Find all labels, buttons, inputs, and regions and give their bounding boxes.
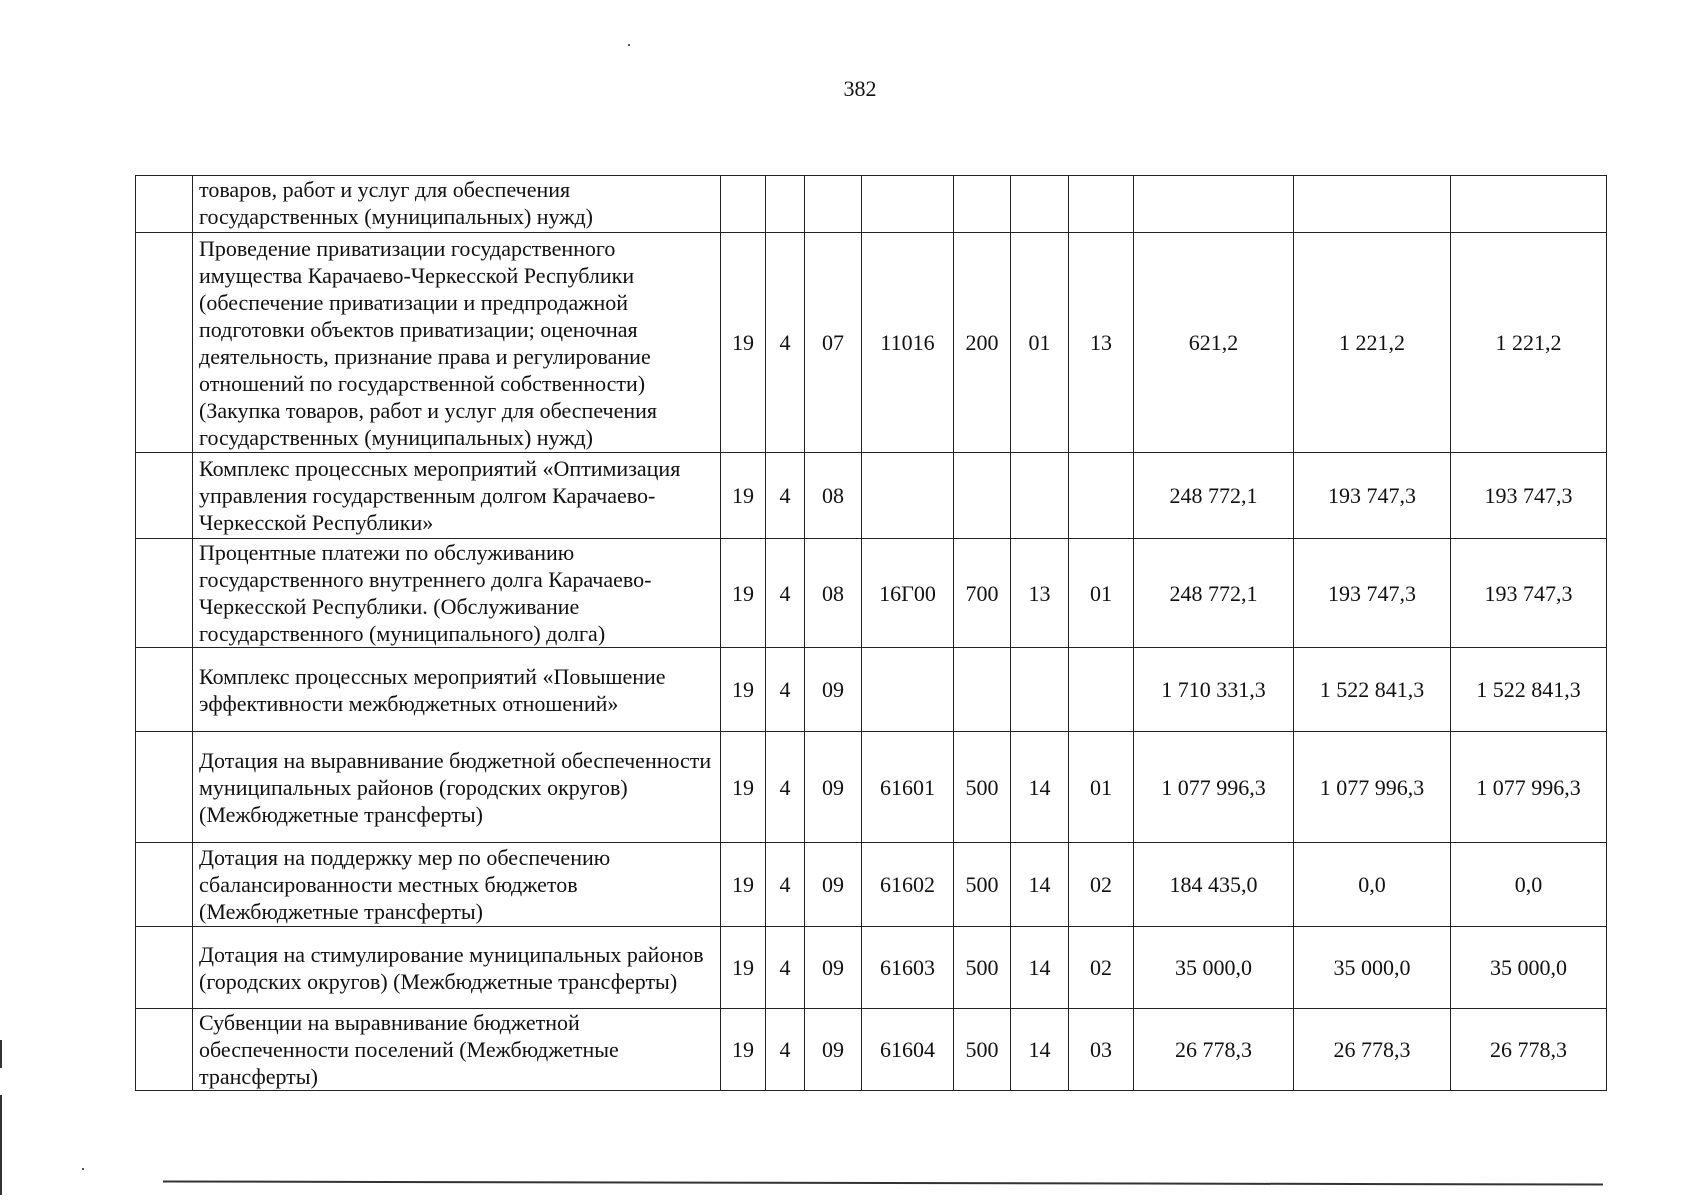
code-cell [721,176,766,233]
code-cell: 200 [954,233,1011,453]
amount-cell [1134,176,1294,233]
amount-cell: 1 522 841,3 [1451,648,1607,732]
amount-cell: 621,2 [1134,233,1294,453]
code-cell: 14 [1011,843,1069,927]
code-cell [862,648,954,732]
item-description: Комплекс процессных мероприятий «Оптимизация управления государственным долгом Карачаево-Черкесской Республики» [193,453,721,539]
scan-speck [82,1168,84,1170]
row-number-cell [136,648,193,732]
code-cell: 02 [1069,843,1134,927]
code-cell [954,176,1011,233]
amount-cell: 1 077 996,3 [1451,732,1607,843]
item-description: Комплекс процессных мероприятий «Повышение эффективности межбюджетных отношений» [193,648,721,732]
table-row [136,843,1607,927]
code-cell: 01 [1011,233,1069,453]
code-cell: 500 [954,1009,1011,1091]
budget-table [135,175,1607,1091]
amount-cell: 184 435,0 [1134,843,1294,927]
code-cell: 500 [954,927,1011,1009]
code-cell [805,176,862,233]
code-cell: 61602 [862,843,954,927]
row-number-cell [136,176,193,233]
amount-cell: 193 747,3 [1451,539,1607,648]
table-row [136,1009,1607,1091]
amount-cell: 35 000,0 [1134,927,1294,1009]
amount-cell: 35 000,0 [1294,927,1451,1009]
code-cell: 4 [766,453,805,539]
amount-cell: 1 221,2 [1451,233,1607,453]
code-cell: 08 [805,539,862,648]
row-number-cell [136,1009,193,1091]
table-row [136,453,1607,539]
code-cell: 4 [766,233,805,453]
code-cell: 61604 [862,1009,954,1091]
amount-cell: 193 747,3 [1451,453,1607,539]
code-cell: 19 [721,732,766,843]
code-cell: 16Г00 [862,539,954,648]
code-cell: 09 [805,732,862,843]
code-cell: 61601 [862,732,954,843]
row-number-cell [136,539,193,648]
code-cell: 13 [1069,233,1134,453]
code-cell: 61603 [862,927,954,1009]
amount-cell: 1 522 841,3 [1294,648,1451,732]
code-cell: 09 [805,927,862,1009]
table-row [136,233,1607,453]
code-cell: 13 [1011,539,1069,648]
row-number-cell [136,453,193,539]
item-description: Дотация на выравнивание бюджетной обеспеченности муниципальных районов (городских округов) (Межбюджетные трансферты) [193,732,721,843]
code-cell: 4 [766,648,805,732]
item-description: Дотация на поддержку мер по обеспечению сбалансированности местных бюджетов (Межбюджетные трансферты) [193,843,721,927]
code-cell [1011,453,1069,539]
code-cell [862,453,954,539]
code-cell: 09 [805,843,862,927]
code-cell: 09 [805,1009,862,1091]
code-cell: 01 [1069,732,1134,843]
code-cell [766,176,805,233]
amount-cell: 0,0 [1294,843,1451,927]
row-number-cell [136,843,193,927]
scan-bottom-rule [163,1180,1603,1185]
row-number-cell [136,233,193,453]
table-row [136,648,1607,732]
code-cell: 19 [721,453,766,539]
code-cell: 14 [1011,927,1069,1009]
amount-cell: 1 221,2 [1294,233,1451,453]
code-cell [954,648,1011,732]
code-cell: 14 [1011,1009,1069,1091]
code-cell [1069,648,1134,732]
code-cell: 09 [805,648,862,732]
amount-cell: 1 710 331,3 [1134,648,1294,732]
scan-margin-line [0,1040,2,1068]
code-cell: 19 [721,233,766,453]
code-cell [1011,648,1069,732]
code-cell [862,176,954,233]
row-number-cell [136,732,193,843]
code-cell: 01 [1069,539,1134,648]
code-cell: 19 [721,1009,766,1091]
code-cell: 500 [954,843,1011,927]
table-row [136,927,1607,1009]
code-cell: 08 [805,453,862,539]
amount-cell: 1 077 996,3 [1134,732,1294,843]
amount-cell: 248 772,1 [1134,453,1294,539]
code-cell: 03 [1069,1009,1134,1091]
item-description: товаров, работ и услуг для обеспечения государственных (муниципальных) нужд) [193,176,721,233]
code-cell: 500 [954,732,1011,843]
code-cell: 700 [954,539,1011,648]
code-cell: 02 [1069,927,1134,1009]
page-number: 382 [843,76,877,101]
amount-cell: 1 077 996,3 [1294,732,1451,843]
item-description: Субвенции на выравнивание бюджетной обеспеченности поселений (Межбюджетные трансферты) [193,1009,721,1091]
amount-cell: 193 747,3 [1294,453,1451,539]
scan-speck [628,44,630,46]
code-cell [1069,453,1134,539]
amount-cell: 248 772,1 [1134,539,1294,648]
item-description: Процентные платежи по обслуживанию государственного внутреннего долга Карачаево-Черкесской Республики. (Обслуживание государственного (муниципального) долга) [193,539,721,648]
amount-cell: 26 778,3 [1134,1009,1294,1091]
table-row [136,176,1607,233]
code-cell: 19 [721,539,766,648]
code-cell: 19 [721,648,766,732]
code-cell: 19 [721,927,766,1009]
code-cell [1011,176,1069,233]
table-row [136,732,1607,843]
code-cell: 19 [721,843,766,927]
code-cell [1069,176,1134,233]
amount-cell: 193 747,3 [1294,539,1451,648]
scan-margin-line [0,1095,2,1195]
item-description: Проведение приватизации государственного имущества Карачаево-Черкесской Республики (обеспечение приватизации и предпродажной подготовки объектов приватизации; оценочная деятельность, признание права и регулирование отношений по государственной собственности) (Закупка товаров, работ и услуг для обеспечения государственных (муниципальных) нужд) [193,233,721,453]
code-cell: 4 [766,732,805,843]
amount-cell: 0,0 [1451,843,1607,927]
code-cell: 4 [766,539,805,648]
code-cell: 4 [766,843,805,927]
code-cell: 14 [1011,732,1069,843]
amount-cell [1294,176,1451,233]
code-cell: 4 [766,927,805,1009]
item-description: Дотация на стимулирование муниципальных районов (городских округов) (Межбюджетные трансферты) [193,927,721,1009]
amount-cell: 26 778,3 [1294,1009,1451,1091]
code-cell: 11016 [862,233,954,453]
amount-cell: 26 778,3 [1451,1009,1607,1091]
amount-cell [1451,176,1607,233]
amount-cell: 35 000,0 [1451,927,1607,1009]
code-cell [954,453,1011,539]
code-cell: 4 [766,1009,805,1091]
code-cell: 07 [805,233,862,453]
row-number-cell [136,927,193,1009]
table-row [136,539,1607,648]
